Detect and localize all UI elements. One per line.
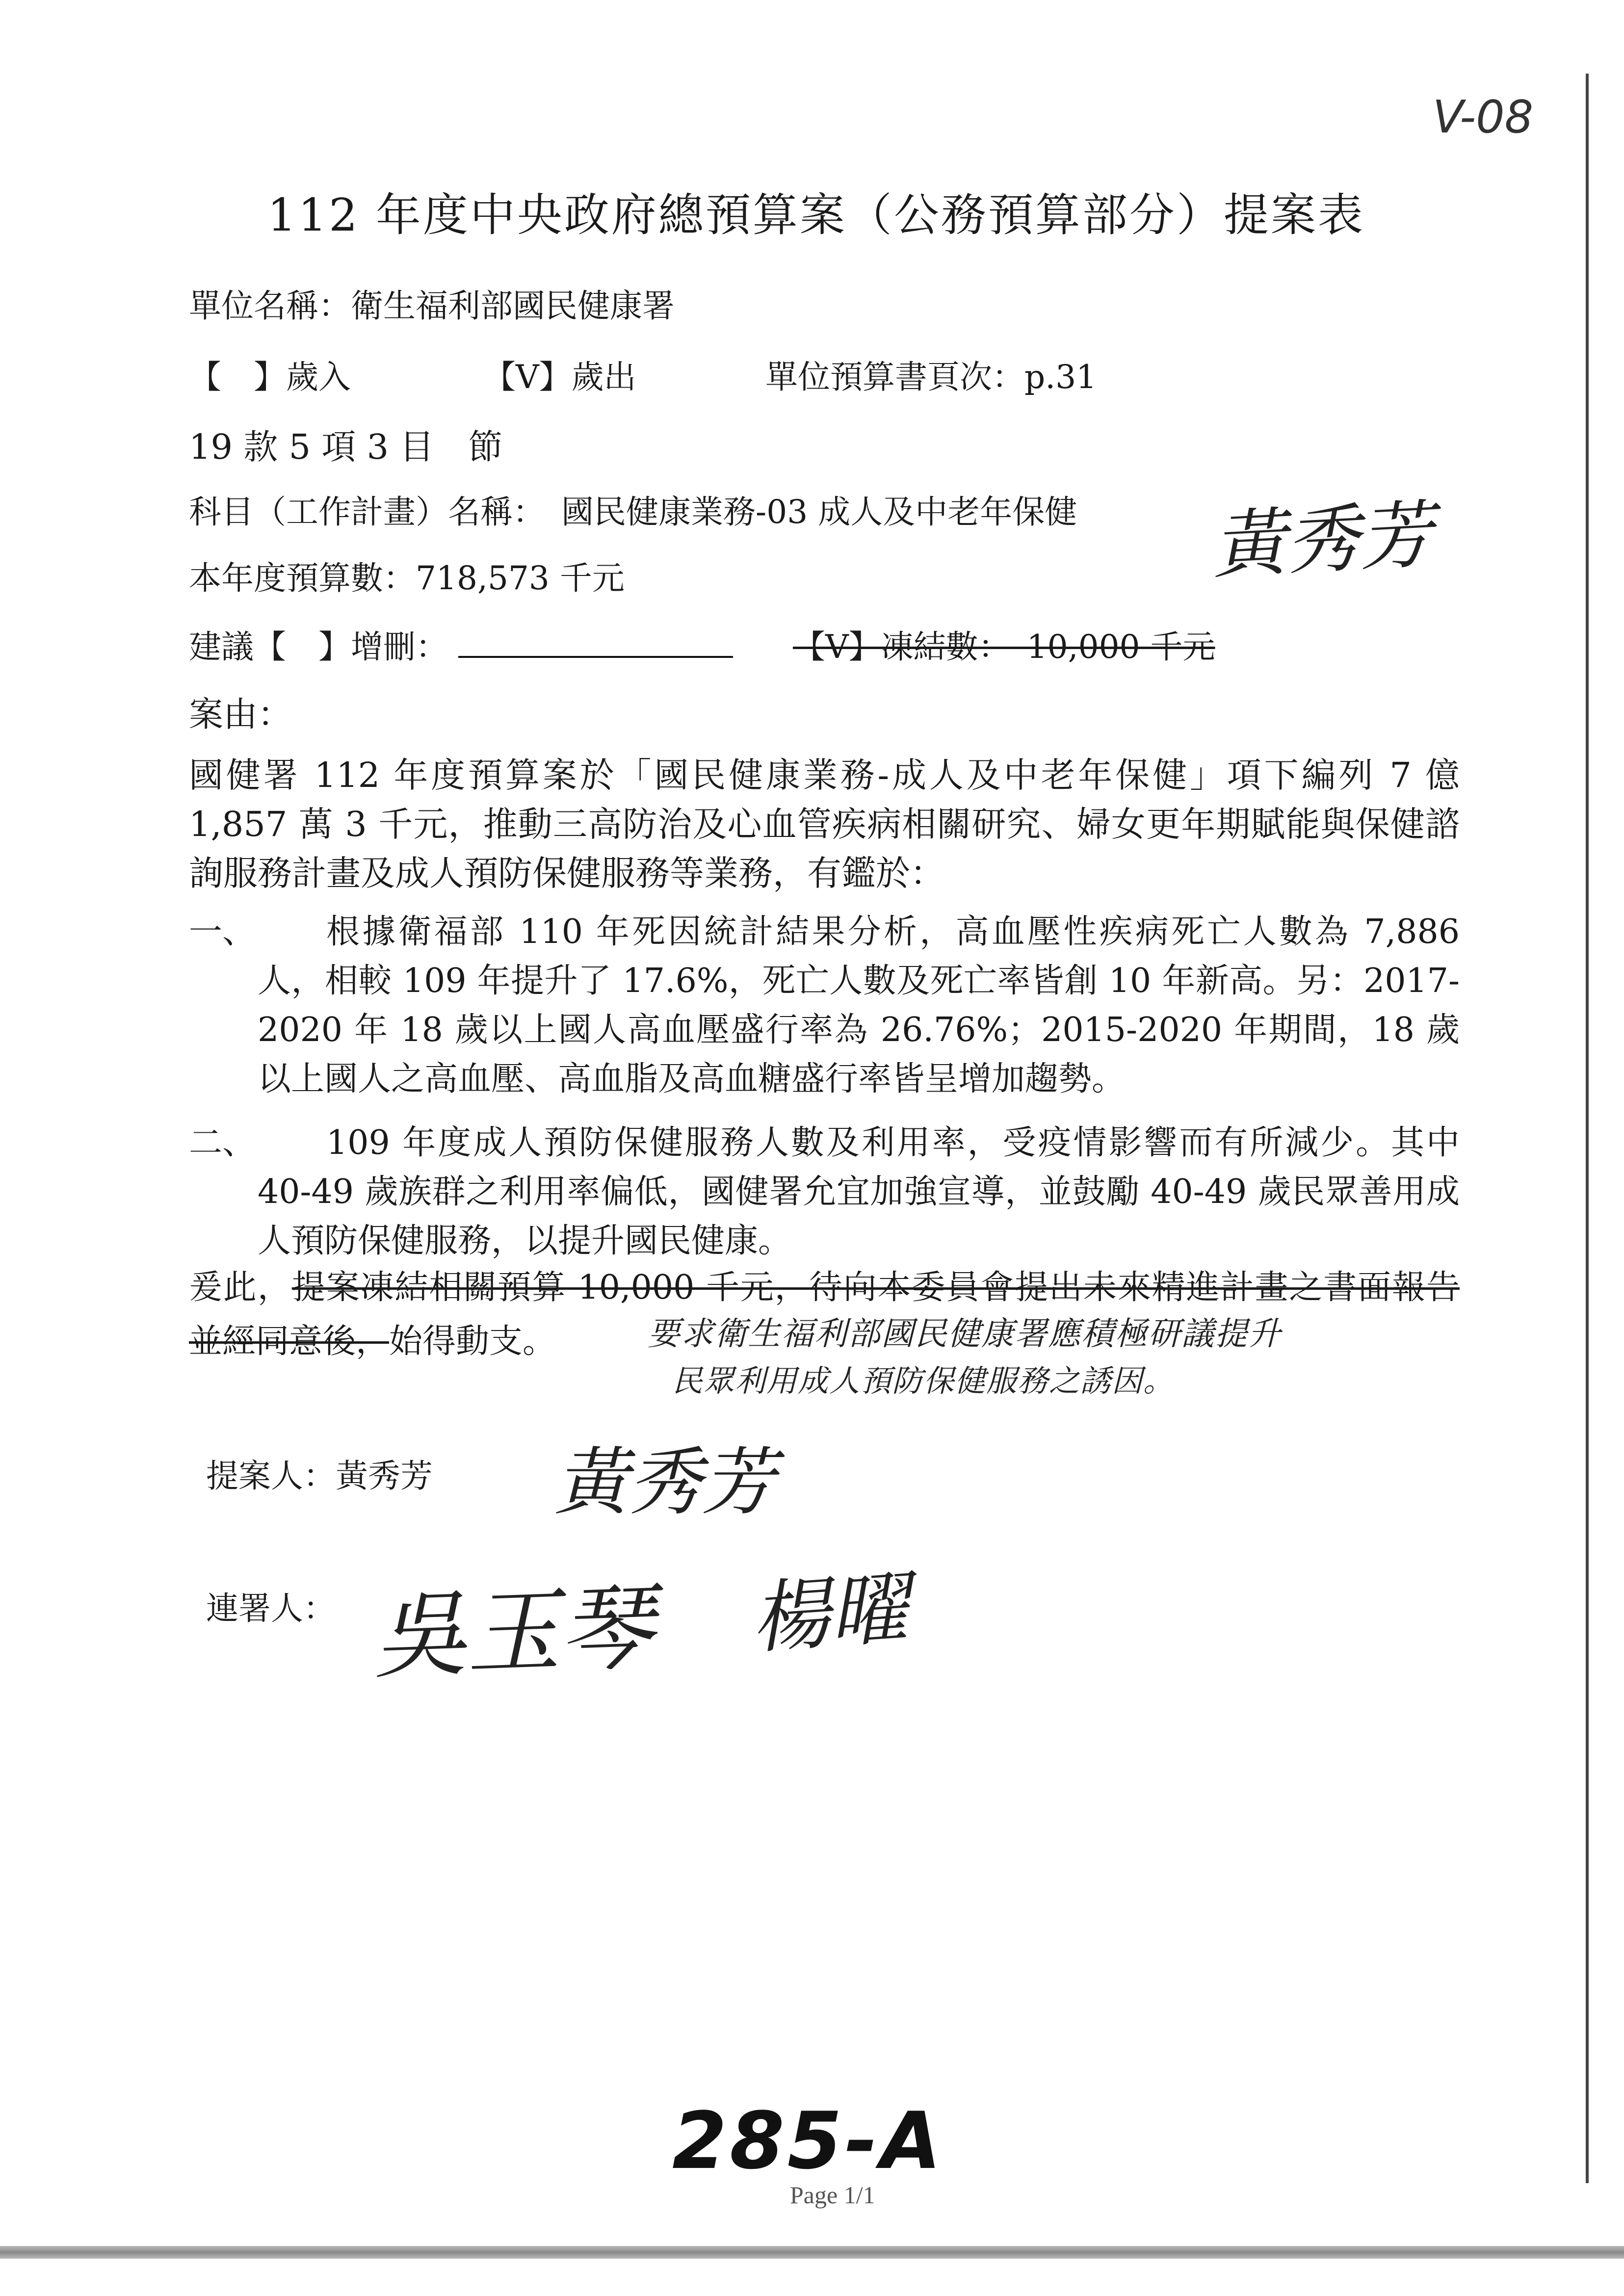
- handwritten-amendment-line-2: 民眾利用成人預防保健服務之誘因。: [672, 1363, 1175, 1399]
- page-reference: 單位預算書頁次：p.31: [765, 358, 1097, 396]
- page-title: 112 年度中央政府總預算案（公務預算部分）提案表: [267, 189, 1365, 241]
- freeze-amount: 【V】凍結數： 10,000 千元: [792, 628, 1215, 666]
- handwritten-amendment-line-1: 要求衛生福利部國民健康署應積極研議提升: [648, 1315, 1282, 1353]
- signature-cosigner-1: 吳玉琴: [371, 1573, 655, 1692]
- item-number: 一、: [189, 913, 256, 951]
- list-item: [189, 1119, 1460, 1276]
- proposal-line: [189, 621, 1215, 667]
- proposal-label: 建議【 】增刪：: [189, 628, 448, 666]
- proposer: 提案人：黃秀芳: [206, 1457, 433, 1495]
- reason-heading: 案由：: [189, 694, 292, 734]
- scan-edge-line: [1586, 74, 1589, 2183]
- signature-proposer: 黃秀芳: [554, 1440, 776, 1525]
- cosigner-label: 連署人：: [206, 1590, 336, 1627]
- stamp-number: 285-A: [672, 2095, 944, 2187]
- unit-name: 單位名稱：衛生福利部國民健康署: [189, 287, 675, 325]
- annual-budget: 本年度預算數：718,573 千元: [189, 559, 625, 597]
- doc-code: V-08: [1433, 91, 1534, 143]
- item-text: 109 年度成人預防保健服務人數及利用率，受疫情影響而有所減少。其中 40-49 歲族群之利用率偏低，國健署允宜加強宣導，並鼓勵 40-49 歲民眾善用成人預防保健服務，以提升國民健康。: [258, 1123, 1460, 1260]
- conclusion-prefix: 爰此，: [189, 1268, 292, 1307]
- subject-name: 科目（工作計畫）名稱： 國民健康業務-03 成人及中老年保健: [189, 493, 1077, 531]
- item-text: 根據衛福部 110 年死因統計結果分析，高血壓性疾病死亡人數為 7,886 人，相較 109 年提升了 17.6%，死亡人數及死亡率皆創 10 年新高。另：2017-2020 年 18 歲以上國人高血壓盛行率為 26.76%；2015-2020 年期間，18 歲以上國人之高血壓、高血脂及高血糖盛行率皆呈增加趨勢。: [258, 913, 1460, 1098]
- revenue-marker: 【 】歲入: [189, 358, 351, 396]
- item-number: 二、: [189, 1123, 256, 1162]
- expense-marker: 【V】歲出: [483, 358, 636, 396]
- conclusion-struck: 提案凍結相關預算 10,000 千元，待向本委員會提出未來精進計畫之書面報告並經同意後，: [189, 1268, 1460, 1361]
- page-footer: Page 1/1: [790, 2181, 875, 2209]
- signature-proposer-top: 黃秀芳: [1210, 492, 1435, 589]
- reason-intro: 國健署 112 年度預算案於「國民健康業務-成人及中老年保健」項下編列 7 億 1,857 萬 3 千元，推動三高防治及心血管疾病相關研究、婦女更年期賦能與保健諮詢服務計畫及成人預防保健服務等業務，有鑑於：: [189, 755, 1460, 893]
- conclusion-suffix: 始得動支。: [389, 1322, 556, 1361]
- section-code: 19 款 5 項 3 目 節: [189, 427, 503, 467]
- proposal-blank: [458, 626, 733, 658]
- signature-cosigner-2: 楊曜: [748, 1562, 912, 1665]
- scan-bottom-band: [0, 2246, 1624, 2259]
- list-item: [189, 908, 1460, 1114]
